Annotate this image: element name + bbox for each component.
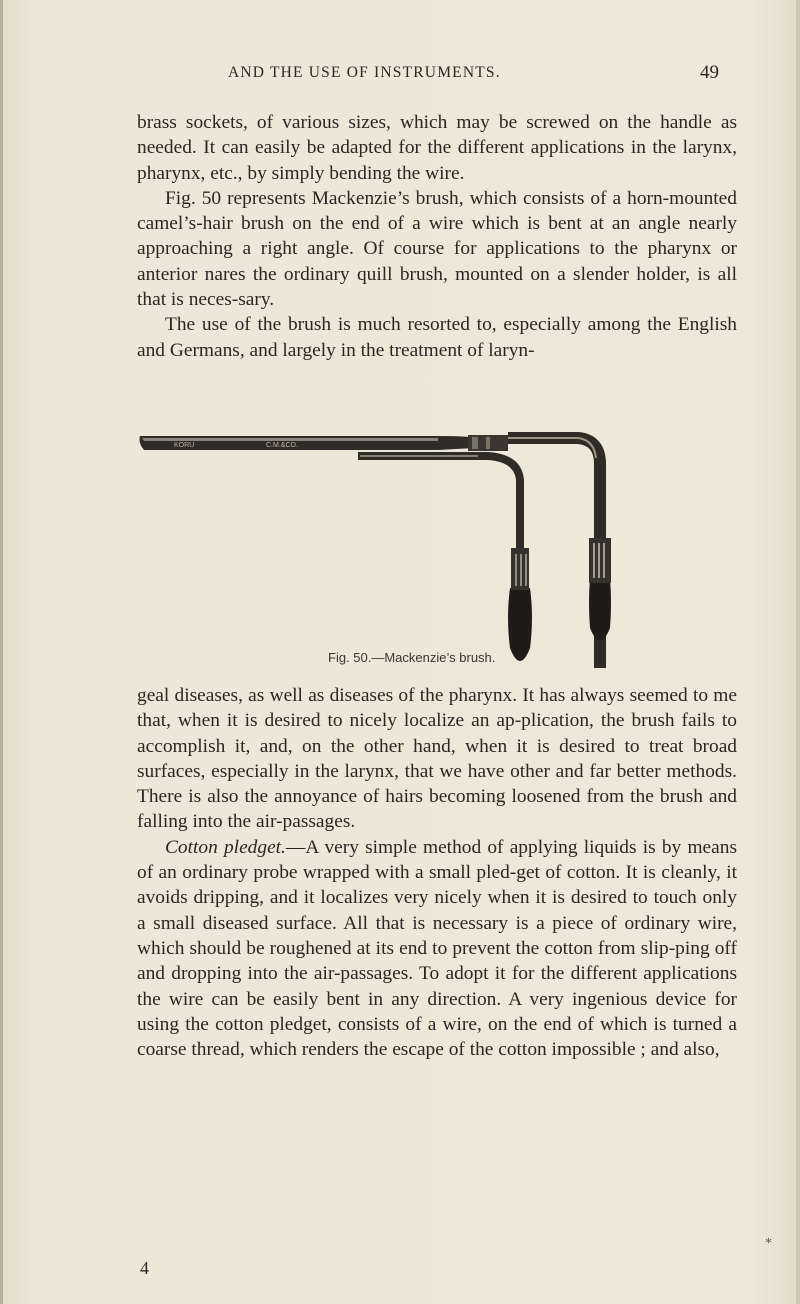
handle-mark-koru: KORU (174, 442, 195, 449)
mackenzie-brush-illustration (138, 428, 678, 668)
signature-mark: 4 (140, 1258, 149, 1278)
cotton-pledget-body: —A very simple method of applying liquids is by means of an ordinary probe wrapped with a small pled-get of cotton. It is cleanly, it avoids dripping, and it localizes very nicely when it is desired to touch only a small diseased surface. All that is necessary is a piece of ordinary wire, which should be roughened at its end to prevent the cotton from slip-ping off and dropping into the air-passages. To adopt it for the different applications the wire can be easily bent in any direction. A very ingenious device for using the cotton pledget, consists of a wire, on the end of which is turned a coarse thread, which renders the escape of the cotton impossible ; and also, (137, 836, 737, 1061)
paragraph-cotton-pledget (137, 835, 737, 1063)
paragraph-laryngeal: geal diseases, as well as diseases of the pharynx. It has always seemed to me that, when it is desired to nicely localize an ap-plication, the brush fails to accomplish it, and, on the other hand, when it is desired to treat broad surfaces, especially in the larynx, that we have other and far better methods. There is also the annoyance of hairs becoming loosened from the brush and falling into the air-passages. (137, 685, 737, 833)
page-left-edge (0, 0, 3, 1304)
running-head (0, 64, 800, 88)
handle-mark-maker: C.M.&CO. (266, 442, 298, 449)
page-number: 49 (700, 62, 719, 83)
running-title: AND THE USE OF INSTRUMENTS. (228, 64, 501, 81)
paragraph-brush-use: The use of the brush is much resorted to, especially among the English and Germans, and largely in the treatment of laryn- (137, 314, 737, 361)
cotton-pledget-heading: Cotton pledget. (165, 836, 286, 858)
text-block-bottom (137, 683, 737, 1062)
page-right-edge (796, 0, 800, 1304)
margin-mark: * (765, 1236, 772, 1251)
figure-caption: Fig. 50.—Mackenzie’s brush. (328, 650, 496, 665)
figure-mackenzies-brush (138, 428, 678, 668)
paragraph-fig50: Fig. 50 represents Mackenzie’s brush, which consists of a horn-mounted camel’s-hair brush on the end of a wire which is bent at an angle nearly approaching a right angle. Of course for applications to the pharynx or anterior nares the ordinary quill brush, mounted on a slender holder, is all that is neces-sary. (137, 187, 737, 311)
paragraph-sockets: brass sockets, of various sizes, which may be screwed on the handle as needed. It can easily be adapted for the different applications in the larynx, pharynx, etc., by simply bending the wire. (137, 112, 737, 184)
text-block-top (137, 110, 737, 363)
